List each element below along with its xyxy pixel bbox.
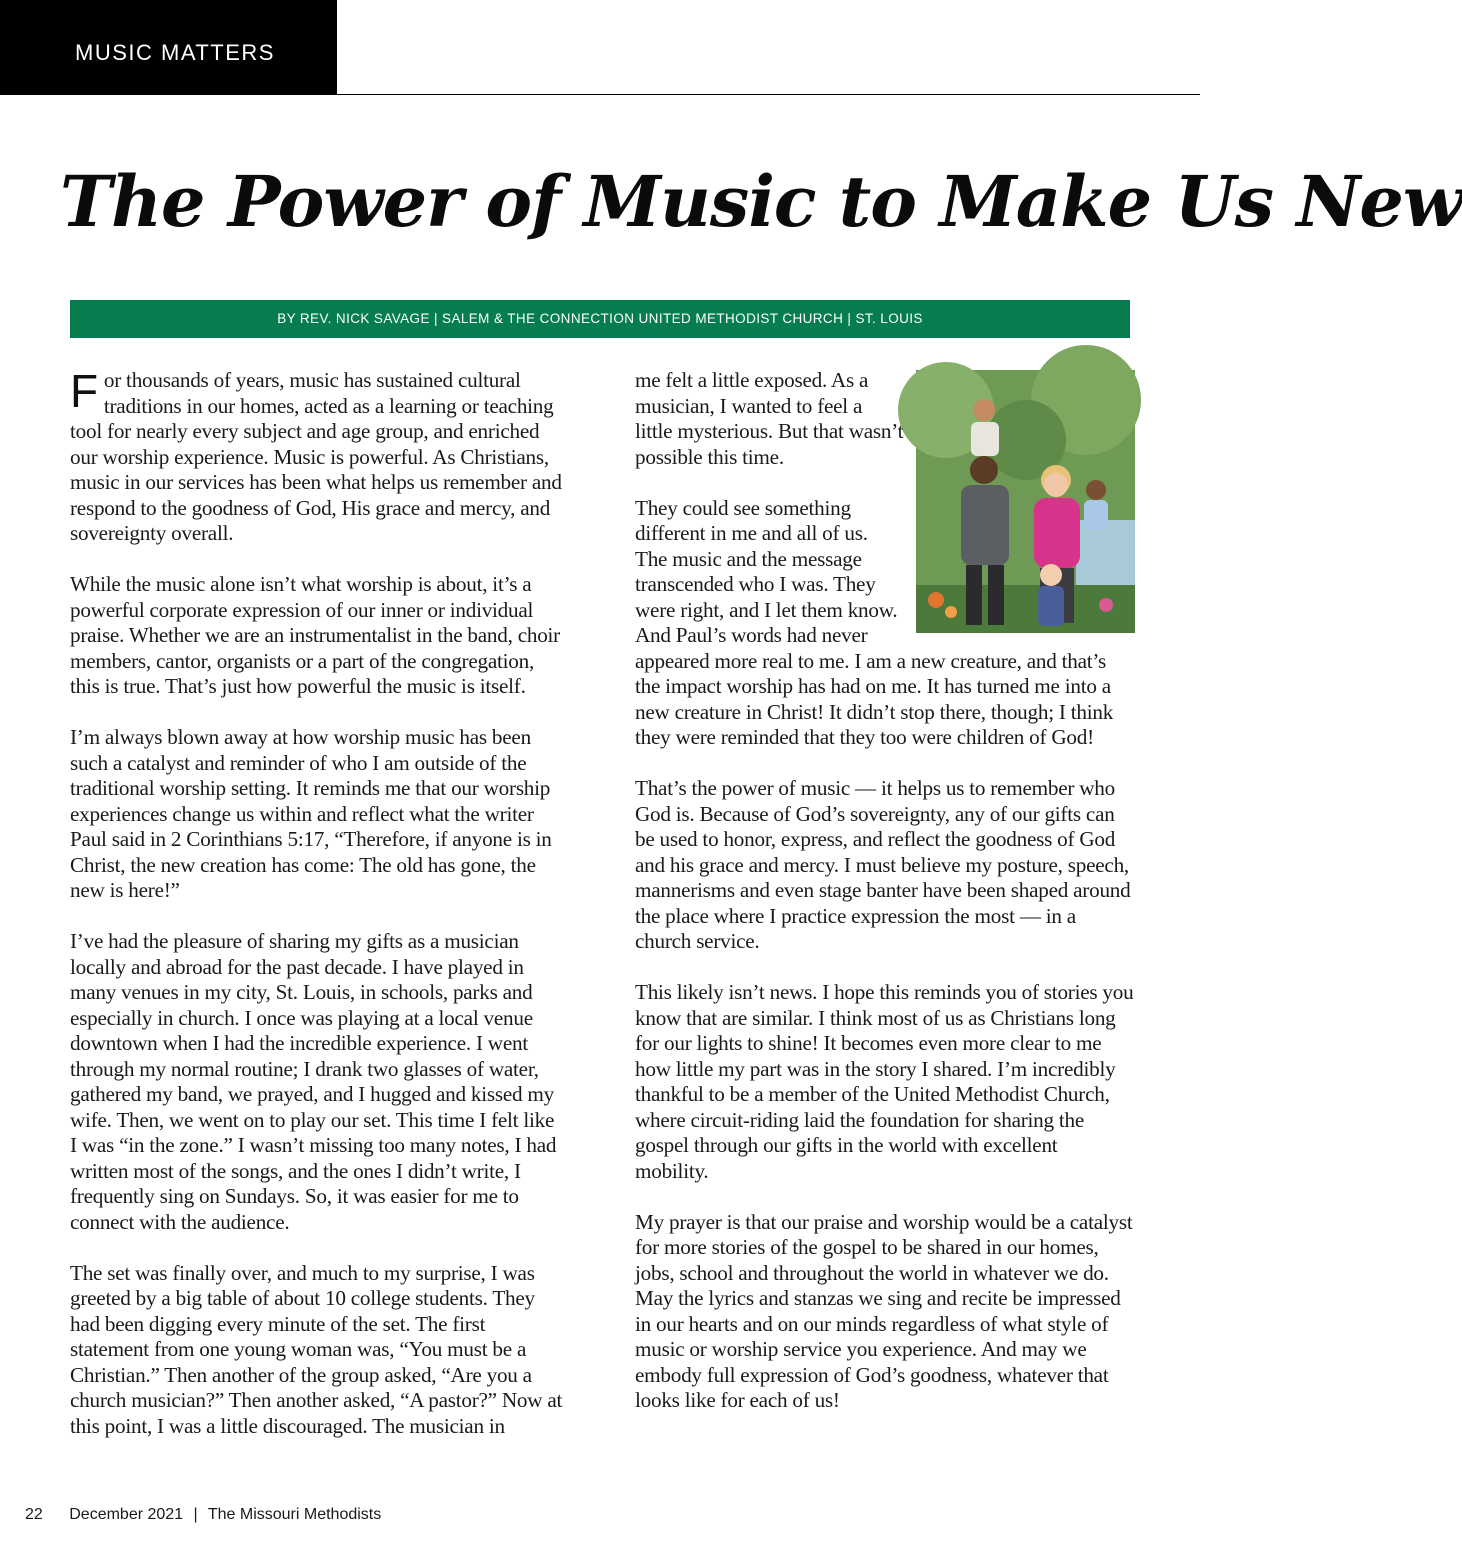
- header-rule: [337, 94, 1200, 95]
- paragraph: That’s the power of music — it helps us to remember who God is. Because of God’s sovereignty, any of our gifts can be used to honor, express, and reflect the goodness of God and his grace and mercy. I must believe my posture, speech, mannerisms and even stage banter have been shaped around the place where I practice expression the most — in a church service.: [635, 776, 1131, 953]
- right-column: [635, 368, 1135, 1439]
- footer-separator: |: [193, 1506, 198, 1523]
- paragraph: I’ve had the pleasure of sharing my gifts as a musician locally and abroad for the past decade. I have played in many venues in my city, St. Louis, in schools, parks and especially in church. I once was playing at a local venue downtown when I had the incredible experience. I went through my normal routine; I drank two glasses of water, gathered my band, we prayed, and I hugged and kissed my wife. Then, we went on to play our set. This time I felt like I was “in the zone.” I wasn’t missing too many notes, I had written most of the songs, and the ones I didn’t write, I frequently sing on Sundays. So, it was easier for me to connect with the audience.: [70, 929, 557, 1234]
- article-title: The Power of Music to Make Us New: [60, 160, 1462, 243]
- section-tab: [0, 0, 337, 95]
- page-footer: [25, 1506, 381, 1524]
- byline-text: BY REV. NICK SAVAGE | SALEM & THE CONNECTION UNITED METHODIST CHURCH | ST. LOUIS: [277, 311, 923, 326]
- paragraph: They could see something different in me and all of us. The music and the message transcended who I was. They were right, and I let them know. And Paul’s words had never appeared more real to me. I am a new creature, and that’s the impact worship has had on me. It has turned me into a new creature in Christ! It didn’t stop there, though; I think they were reminded that they too were children of God!: [635, 495, 1114, 749]
- section-label: MUSIC MATTERS: [75, 40, 275, 65]
- publication-name: The Missouri Methodists: [207, 1506, 382, 1523]
- byline-bar: [70, 300, 1130, 338]
- left-column: [70, 365, 565, 1465]
- paragraph: For thousands of years, music has sustained cultural traditions in our homes, acted as a learning or teaching tool for nearly every subject and age group, and enriched our worship experience. Music is powerful. As Christians, music in our services has been what helps us remember and respond to the goodness of God, His grace and mercy, and sovereignty overall.: [70, 365, 562, 545]
- issue-date: December 2021: [69, 1506, 184, 1523]
- page-number: 22: [25, 1506, 43, 1523]
- family-photo: [916, 370, 1135, 633]
- paragraph: The set was finally over, and much to my surprise, I was greeted by a big table of about 10 college students. They had been digging every minute of the set. The first statement from one young woman was, “You must be a Christian.” Then another of the group asked, “Are you a church musician?” Then another asked, “A pastor?” Now at this point, I was a little discouraged. The musician in: [70, 1260, 563, 1438]
- paragraph: This likely isn’t news. I hope this reminds you of stories you know that are similar. I think most of us as Christians long for our lights to shine! It becomes even more clear to me how little my part was in the story I shared. I’m incredibly thankful to be a member of the United Methodist Church, where circuit-riding laid the foundation for sharing the gospel through our gifts in the world with excellent mobility.: [635, 980, 1134, 1183]
- paragraph: While the music alone isn’t what worship is about, it’s a powerful corporate expression of our inner or individual praise. Whether we are an instrumentalist in the band, choir members, cantor, organists or a part of the congregation, this is true. That’s just how powerful the music is itself.: [70, 572, 560, 698]
- drop-cap: F: [70, 365, 98, 417]
- paragraph: I’m always blown away at how worship music has been such a catalyst and reminder of who I am outside of the traditional worship setting. It reminds me that our worship experiences change us within and reflect what the writer Paul said in 2 Corinthians 5:17, “Therefore, if anyone is in Christ, the new creation has come: The old has gone, the new is here!”: [70, 725, 552, 902]
- paragraph: me felt a little exposed. As a musician, I wanted to feel a little mysterious. But that wasn’t possible this time.: [635, 368, 904, 469]
- paragraph: My prayer is that our praise and worship would be a catalyst for more stories of the gospel to be shared in our homes, jobs, school and throughout the world in whatever we do. May the lyrics and stanzas we sing and recite be impressed in our hearts and on our minds regardless of what style of music or worship service you experience. And may we embody full expression of God’s goodness, whatever that looks like for each of us!: [635, 1209, 1133, 1412]
